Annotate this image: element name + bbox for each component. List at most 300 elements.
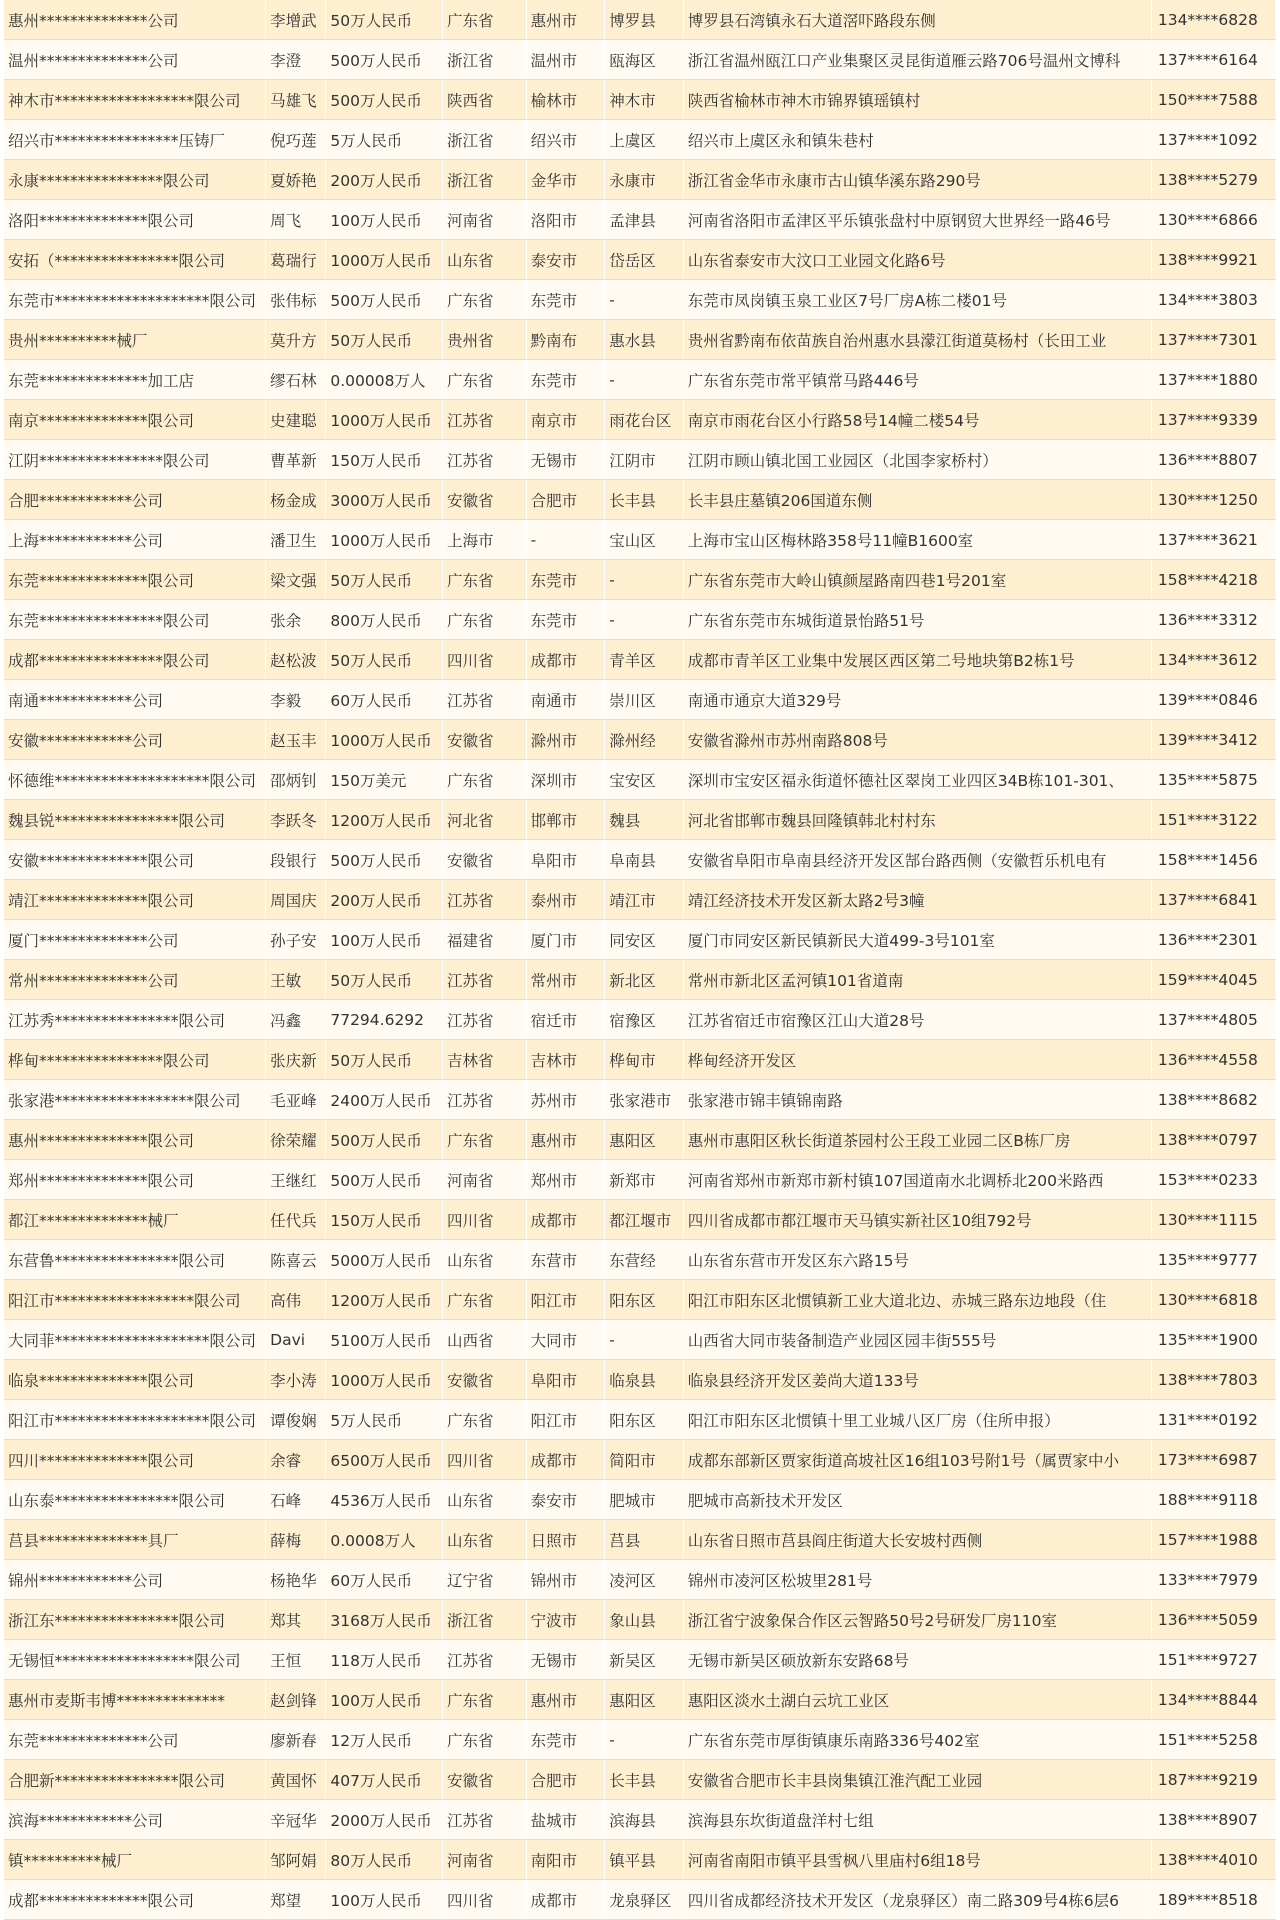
address-cell: 江苏省宿迁市宿豫区江山大道28号 [683, 1000, 1151, 1040]
capital-cell: 50万人民币 [326, 640, 443, 680]
city-cell: 邯郸市 [526, 800, 605, 840]
table-row[interactable] [4, 1280, 1276, 1320]
district-cell: 都江堰市 [605, 1200, 684, 1240]
address-cell: 成都东部新区贾家街道高坡社区16组103号附1号（属贾家中小 [683, 1440, 1151, 1480]
contact-cell: 马雄飞 [266, 80, 326, 120]
province-cell: 四川省 [443, 640, 527, 680]
table-row[interactable] [4, 120, 1276, 160]
contact-cell: 夏娇艳 [266, 160, 326, 200]
district-cell: - [605, 1720, 684, 1760]
city-cell: 惠州市 [526, 0, 605, 40]
province-cell: 福建省 [443, 920, 527, 960]
city-cell: 苏州市 [526, 1080, 605, 1120]
city-cell: 成都市 [526, 1880, 605, 1920]
contact-cell: 黄国怀 [266, 1760, 326, 1800]
capital-cell: 2400万人民币 [326, 1080, 443, 1120]
company-name-cell: 江苏秀****************限公司 [4, 1000, 266, 1040]
company-name-cell: 怀德维********************限公司 [4, 760, 266, 800]
table-row[interactable] [4, 1080, 1276, 1120]
table-row[interactable] [4, 1520, 1276, 1560]
district-cell: 同安区 [605, 920, 684, 960]
contact-cell: 石峰 [266, 1480, 326, 1520]
table-row[interactable] [4, 1040, 1276, 1080]
capital-cell: 50万人民币 [326, 320, 443, 360]
phone-cell: 137****9339 [1151, 400, 1275, 440]
district-cell: 新北区 [605, 960, 684, 1000]
address-cell: 常州市新北区孟河镇101省道南 [683, 960, 1151, 1000]
capital-cell: 500万人民币 [326, 80, 443, 120]
table-row[interactable] [4, 80, 1276, 120]
company-name-cell: 温州**************公司 [4, 40, 266, 80]
capital-cell: 1000万人民币 [326, 720, 443, 760]
province-cell: 江苏省 [443, 440, 527, 480]
province-cell: 广东省 [443, 0, 527, 40]
company-name-cell: 临泉**************限公司 [4, 1360, 266, 1400]
company-name-cell: 绍兴市****************压铸厂 [4, 120, 266, 160]
phone-cell: 131****0192 [1151, 1400, 1275, 1440]
contact-cell: 周飞 [266, 200, 326, 240]
address-cell: 南京市雨花台区小行路58号14幢二楼54号 [683, 400, 1151, 440]
table-row[interactable] [4, 0, 1276, 40]
province-cell: 广东省 [443, 560, 527, 600]
capital-cell: 0.0008万人 [326, 1520, 443, 1560]
address-cell: 河北省邯郸市魏县回隆镇韩北村村东 [683, 800, 1151, 840]
table-row[interactable] [4, 440, 1276, 480]
phone-cell: 136****3312 [1151, 600, 1275, 640]
province-cell: 广东省 [443, 1720, 527, 1760]
table-row[interactable] [4, 1160, 1276, 1200]
contact-cell: 曹革新 [266, 440, 326, 480]
company-name-cell: 贵州**********械厂 [4, 320, 266, 360]
province-cell: 广东省 [443, 360, 527, 400]
phone-cell: 130****6818 [1151, 1280, 1275, 1320]
district-cell: 宿豫区 [605, 1000, 684, 1040]
district-cell: 桦甸市 [605, 1040, 684, 1080]
address-cell: 江阴市顾山镇北国工业园区（北国李家桥村） [683, 440, 1151, 480]
contact-cell: 王恒 [266, 1640, 326, 1680]
province-cell: 贵州省 [443, 320, 527, 360]
company-name-cell: 安徽************公司 [4, 720, 266, 760]
capital-cell: 50万人民币 [326, 560, 443, 600]
address-cell: 厦门市同安区新民镇新民大道499-3号101室 [683, 920, 1151, 960]
contact-cell: 段银行 [266, 840, 326, 880]
district-cell: 瓯海区 [605, 40, 684, 80]
contact-cell: 李增武 [266, 0, 326, 40]
city-cell: 宿迁市 [526, 1000, 605, 1040]
phone-cell: 134****3803 [1151, 280, 1275, 320]
province-cell: 陕西省 [443, 80, 527, 120]
capital-cell: 1000万人民币 [326, 400, 443, 440]
table-row[interactable] [4, 200, 1276, 240]
district-cell: 镇平县 [605, 1840, 684, 1880]
province-cell: 山东省 [443, 240, 527, 280]
capital-cell: 150万人民币 [326, 440, 443, 480]
district-cell: 岱岳区 [605, 240, 684, 280]
table-row[interactable] [4, 800, 1276, 840]
capital-cell: 500万人民币 [326, 1160, 443, 1200]
address-cell: 惠州市惠阳区秋长街道茶园村公王段工业园二区B栋厂房 [683, 1120, 1151, 1160]
table-row[interactable] [4, 680, 1276, 720]
table-row[interactable] [4, 1600, 1276, 1640]
company-name-cell: 郑州**************限公司 [4, 1160, 266, 1200]
capital-cell: 118万人民币 [326, 1640, 443, 1680]
capital-cell: 1000万人民币 [326, 520, 443, 560]
city-cell: 东莞市 [526, 280, 605, 320]
table-row[interactable] [4, 560, 1276, 600]
contact-cell: 毛亚峰 [266, 1080, 326, 1120]
phone-cell: 151****3122 [1151, 800, 1275, 840]
city-cell: 成都市 [526, 1440, 605, 1480]
phone-cell: 136****4558 [1151, 1040, 1275, 1080]
table-row[interactable] [4, 1440, 1276, 1480]
district-cell: 莒县 [605, 1520, 684, 1560]
capital-cell: 60万人民币 [326, 1560, 443, 1600]
district-cell: - [605, 560, 684, 600]
district-cell: 阜南县 [605, 840, 684, 880]
province-cell: 辽宁省 [443, 1560, 527, 1600]
city-cell: 绍兴市 [526, 120, 605, 160]
contact-cell: 赵剑锋 [266, 1680, 326, 1720]
district-cell: 靖江市 [605, 880, 684, 920]
table-row[interactable] [4, 1120, 1276, 1160]
capital-cell: 5万人民币 [326, 1400, 443, 1440]
capital-cell: 77294.6292 [326, 1000, 443, 1040]
address-cell: 山西省大同市装备制造产业园区园丰街555号 [683, 1320, 1151, 1360]
address-cell: 山东省日照市莒县阎庄街道大长安坡村西侧 [683, 1520, 1151, 1560]
address-cell: 惠阳区淡水土湖白云坑工业区 [683, 1680, 1151, 1720]
phone-cell: 136****8807 [1151, 440, 1275, 480]
table-row[interactable] [4, 1680, 1276, 1720]
district-cell: 阳东区 [605, 1400, 684, 1440]
company-name-cell: 东莞**************加工店 [4, 360, 266, 400]
address-cell: 成都市青羊区工业集中发展区西区第二号地块第B2栋1号 [683, 640, 1151, 680]
city-cell: 温州市 [526, 40, 605, 80]
capital-cell: 6500万人民币 [326, 1440, 443, 1480]
address-cell: 广东省东莞市常平镇常马路446号 [683, 360, 1151, 400]
contact-cell: 李小涛 [266, 1360, 326, 1400]
province-cell: 广东省 [443, 1280, 527, 1320]
table-row[interactable] [4, 320, 1276, 360]
table-row[interactable] [4, 1000, 1276, 1040]
company-name-cell: 大同菲********************限公司 [4, 1320, 266, 1360]
company-name-cell: 安徽**************限公司 [4, 840, 266, 880]
contact-cell: 李澄 [266, 40, 326, 80]
contact-cell: 任代兵 [266, 1200, 326, 1240]
capital-cell: 800万人民币 [326, 600, 443, 640]
phone-cell: 158****4218 [1151, 560, 1275, 600]
table-row[interactable] [4, 760, 1276, 800]
company-name-cell: 镇**********械厂 [4, 1840, 266, 1880]
city-cell: 无锡市 [526, 440, 605, 480]
address-cell: 阳江市阳东区北惯镇十里工业城八区厂房（住所申报） [683, 1400, 1151, 1440]
district-cell: 临泉县 [605, 1360, 684, 1400]
city-cell: 大同市 [526, 1320, 605, 1360]
table-row[interactable] [4, 840, 1276, 880]
city-cell: 阜阳市 [526, 1360, 605, 1400]
address-cell: 山东省东营市开发区东六路15号 [683, 1240, 1151, 1280]
address-cell: 长丰县庄墓镇206国道东侧 [683, 480, 1151, 520]
table-row[interactable] [4, 480, 1276, 520]
capital-cell: 5100万人民币 [326, 1320, 443, 1360]
company-name-cell: 厦门**************公司 [4, 920, 266, 960]
company-name-cell: 南京**************限公司 [4, 400, 266, 440]
capital-cell: 5万人民币 [326, 120, 443, 160]
district-cell: - [605, 360, 684, 400]
city-cell: 滁州市 [526, 720, 605, 760]
district-cell: 雨花台区 [605, 400, 684, 440]
province-cell: 浙江省 [443, 120, 527, 160]
district-cell: 长丰县 [605, 480, 684, 520]
contact-cell: 李跃冬 [266, 800, 326, 840]
district-cell: 简阳市 [605, 1440, 684, 1480]
phone-cell: 189****8518 [1151, 1880, 1275, 1920]
table-row[interactable] [4, 1400, 1276, 1440]
company-name-cell: 南通************公司 [4, 680, 266, 720]
district-cell: 青羊区 [605, 640, 684, 680]
contact-cell: 高伟 [266, 1280, 326, 1320]
phone-cell: 134****3612 [1151, 640, 1275, 680]
district-cell: 张家港市 [605, 1080, 684, 1120]
table-row[interactable] [4, 1640, 1276, 1680]
company-name-cell: 靖江**************限公司 [4, 880, 266, 920]
table-row[interactable] [4, 1360, 1276, 1400]
city-cell: 郑州市 [526, 1160, 605, 1200]
phone-cell: 138****5279 [1151, 160, 1275, 200]
contact-cell: 邹阿娟 [266, 1840, 326, 1880]
contact-cell: 谭俊娴 [266, 1400, 326, 1440]
phone-cell: 135****1900 [1151, 1320, 1275, 1360]
contact-cell: 辛冠华 [266, 1800, 326, 1840]
table-row[interactable] [4, 1240, 1276, 1280]
table-row[interactable] [4, 920, 1276, 960]
contact-cell: 莫升方 [266, 320, 326, 360]
city-cell: 东营市 [526, 1240, 605, 1280]
province-cell: 河南省 [443, 1160, 527, 1200]
contact-cell: 孙子安 [266, 920, 326, 960]
phone-cell: 188****9118 [1151, 1480, 1275, 1520]
district-cell: 肥城市 [605, 1480, 684, 1520]
company-name-cell: 东莞****************限公司 [4, 600, 266, 640]
district-cell: 宝安区 [605, 760, 684, 800]
capital-cell: 100万人民币 [326, 200, 443, 240]
city-cell: 宁波市 [526, 1600, 605, 1640]
address-cell: 博罗县石湾镇永石大道滘吓路段东侧 [683, 0, 1151, 40]
city-cell: 惠州市 [526, 1680, 605, 1720]
table-row[interactable] [4, 960, 1276, 1000]
company-table [4, 0, 1276, 1920]
company-name-cell: 浙江东****************限公司 [4, 1600, 266, 1640]
contact-cell: 缪石林 [266, 360, 326, 400]
phone-cell: 137****6164 [1151, 40, 1275, 80]
address-cell: 东莞市凤岗镇玉泉工业区7号厂房A栋二楼01号 [683, 280, 1151, 320]
phone-cell: 137****3621 [1151, 520, 1275, 560]
city-cell: - [526, 520, 605, 560]
city-cell: 黔南布 [526, 320, 605, 360]
province-cell: 浙江省 [443, 40, 527, 80]
table-row[interactable] [4, 400, 1276, 440]
table-row[interactable] [4, 880, 1276, 920]
contact-cell: 张伟标 [266, 280, 326, 320]
table-row[interactable] [4, 720, 1276, 760]
city-cell: 锦州市 [526, 1560, 605, 1600]
city-cell: 阳江市 [526, 1400, 605, 1440]
address-cell: 临泉县经济开发区姜尚大道133号 [683, 1360, 1151, 1400]
province-cell: 安徽省 [443, 1760, 527, 1800]
table-row[interactable] [4, 360, 1276, 400]
district-cell: 惠阳区 [605, 1680, 684, 1720]
district-cell: 凌河区 [605, 1560, 684, 1600]
city-cell: 常州市 [526, 960, 605, 1000]
company-name-cell: 合肥新****************限公司 [4, 1760, 266, 1800]
address-cell: 广东省东莞市大岭山镇颜屋路南四巷1号201室 [683, 560, 1151, 600]
city-cell: 泰州市 [526, 880, 605, 920]
table-row[interactable] [4, 1760, 1276, 1800]
capital-cell: 200万人民币 [326, 880, 443, 920]
city-cell: 南通市 [526, 680, 605, 720]
table-row[interactable] [4, 1480, 1276, 1520]
city-cell: 成都市 [526, 640, 605, 680]
province-cell: 安徽省 [443, 840, 527, 880]
capital-cell: 1200万人民币 [326, 800, 443, 840]
phone-cell: 173****6987 [1151, 1440, 1275, 1480]
capital-cell: 3168万人民币 [326, 1600, 443, 1640]
address-cell: 广东省东莞市厚街镇康乐南路336号402室 [683, 1720, 1151, 1760]
city-cell: 惠州市 [526, 1120, 605, 1160]
capital-cell: 500万人民币 [326, 280, 443, 320]
city-cell: 合肥市 [526, 480, 605, 520]
province-cell: 上海市 [443, 520, 527, 560]
address-cell: 上海市宝山区梅林路358号11幢B1600室 [683, 520, 1151, 560]
phone-cell: 130****1250 [1151, 480, 1275, 520]
province-cell: 江苏省 [443, 680, 527, 720]
address-cell: 肥城市高新技术开发区 [683, 1480, 1151, 1520]
city-cell: 阳江市 [526, 1280, 605, 1320]
contact-cell: 史建聪 [266, 400, 326, 440]
company-name-cell: 滨海************公司 [4, 1800, 266, 1840]
phone-cell: 153****0233 [1151, 1160, 1275, 1200]
contact-cell: 倪巧莲 [266, 120, 326, 160]
company-name-cell: 江阴****************限公司 [4, 440, 266, 480]
district-cell: 新郑市 [605, 1160, 684, 1200]
capital-cell: 1000万人民币 [326, 240, 443, 280]
phone-cell: 130****1115 [1151, 1200, 1275, 1240]
table-row[interactable] [4, 1200, 1276, 1240]
contact-cell: 廖新春 [266, 1720, 326, 1760]
province-cell: 江苏省 [443, 400, 527, 440]
city-cell: 榆林市 [526, 80, 605, 120]
address-cell: 四川省成都市都江堰市天马镇实新社区10组792号 [683, 1200, 1151, 1240]
address-cell: 贵州省黔南布依苗族自治州惠水县濛江街道莫杨村（长田工业 [683, 320, 1151, 360]
company-name-cell: 魏县锐****************限公司 [4, 800, 266, 840]
table-row[interactable] [4, 1560, 1276, 1600]
phone-cell: 135****9777 [1151, 1240, 1275, 1280]
contact-cell: 徐荣耀 [266, 1120, 326, 1160]
contact-cell: 葛瑞行 [266, 240, 326, 280]
city-cell: 南京市 [526, 400, 605, 440]
phone-cell: 138****8682 [1151, 1080, 1275, 1120]
table-row[interactable] [4, 1320, 1276, 1360]
city-cell: 成都市 [526, 1200, 605, 1240]
table-body [4, 0, 1276, 1920]
province-cell: 河北省 [443, 800, 527, 840]
table-row[interactable] [4, 1720, 1276, 1760]
province-cell: 山东省 [443, 1480, 527, 1520]
capital-cell: 150万人民币 [326, 1200, 443, 1240]
company-name-cell: 阳江市********************限公司 [4, 1400, 266, 1440]
contact-cell: 冯鑫 [266, 1000, 326, 1040]
contact-cell: 赵玉丰 [266, 720, 326, 760]
phone-cell: 157****1988 [1151, 1520, 1275, 1560]
address-cell: 河南省郑州市新郑市新村镇107国道南水北调桥北200米路西 [683, 1160, 1151, 1200]
company-name-cell: 都江**************械厂 [4, 1200, 266, 1240]
phone-cell: 137****1880 [1151, 360, 1275, 400]
contact-cell: 薛梅 [266, 1520, 326, 1560]
capital-cell: 1200万人民币 [326, 1280, 443, 1320]
company-name-cell: 东莞**************限公司 [4, 560, 266, 600]
company-name-cell: 锦州************公司 [4, 1560, 266, 1600]
province-cell: 浙江省 [443, 160, 527, 200]
company-name-cell: 洛阳**************限公司 [4, 200, 266, 240]
address-cell: 浙江省宁波象保合作区云智路50号2号研发厂房110室 [683, 1600, 1151, 1640]
capital-cell: 50万人民币 [326, 1040, 443, 1080]
capital-cell: 500万人民币 [326, 1120, 443, 1160]
company-name-cell: 成都**************限公司 [4, 1880, 266, 1920]
table-row[interactable] [4, 280, 1276, 320]
table-row[interactable] [4, 1880, 1276, 1920]
table-row[interactable] [4, 520, 1276, 560]
contact-cell: 杨艳华 [266, 1560, 326, 1600]
table-row[interactable] [4, 1840, 1276, 1880]
district-cell: 惠阳区 [605, 1120, 684, 1160]
table-row[interactable] [4, 640, 1276, 680]
company-name-cell: 东莞市********************限公司 [4, 280, 266, 320]
city-cell: 阜阳市 [526, 840, 605, 880]
capital-cell: 1000万人民币 [326, 1360, 443, 1400]
table-row[interactable] [4, 40, 1276, 80]
address-cell: 河南省洛阳市孟津区平乐镇张盘村中原钢贸大世界经一路46号 [683, 200, 1151, 240]
company-name-cell: 阳江市******************限公司 [4, 1280, 266, 1320]
province-cell: 江苏省 [443, 1000, 527, 1040]
phone-cell: 158****1456 [1151, 840, 1275, 880]
contact-cell: 赵松波 [266, 640, 326, 680]
company-name-cell: 惠州**************公司 [4, 0, 266, 40]
table-row[interactable] [4, 240, 1276, 280]
contact-cell: 杨金成 [266, 480, 326, 520]
city-cell: 东莞市 [526, 1720, 605, 1760]
address-cell: 南通市通京大道329号 [683, 680, 1151, 720]
phone-cell: 138****8907 [1151, 1800, 1275, 1840]
contact-cell: 王敏 [266, 960, 326, 1000]
address-cell: 靖江经济技术开发区新太路2号3幢 [683, 880, 1151, 920]
company-name-cell: 东营鲁****************限公司 [4, 1240, 266, 1280]
district-cell: 惠水县 [605, 320, 684, 360]
table-row[interactable] [4, 160, 1276, 200]
address-cell: 锦州市凌河区松坡里281号 [683, 1560, 1151, 1600]
phone-cell: 137****6841 [1151, 880, 1275, 920]
city-cell: 无锡市 [526, 1640, 605, 1680]
company-name-cell: 山东泰****************限公司 [4, 1480, 266, 1520]
table-row[interactable] [4, 600, 1276, 640]
address-cell: 山东省泰安市大汶口工业园文化路6号 [683, 240, 1151, 280]
address-cell: 绍兴市上虞区永和镇朱巷村 [683, 120, 1151, 160]
province-cell: 吉林省 [443, 1040, 527, 1080]
district-cell: 滨海县 [605, 1800, 684, 1840]
address-cell: 安徽省合肥市长丰县岗集镇江淮汽配工业园 [683, 1760, 1151, 1800]
address-cell: 安徽省滁州市苏州南路808号 [683, 720, 1151, 760]
table-row[interactable] [4, 1800, 1276, 1840]
phone-cell: 187****9219 [1151, 1760, 1275, 1800]
district-cell: 宝山区 [605, 520, 684, 560]
